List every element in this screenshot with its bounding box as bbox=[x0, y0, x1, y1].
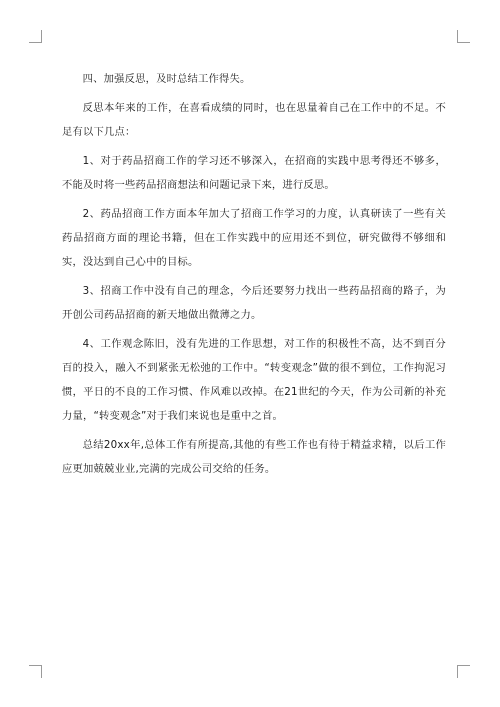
paragraph-intro: 反思本年来的工作，在喜看成绩的同时，也在思量着自己在工作中的不足。不足有以下几点： bbox=[62, 101, 446, 138]
paragraph-point-3: 3、招商工作中没有自己的理念，今后还要努力找出一些药品招商的路子，为开创公司药品招商的新天地做出微薄之力。 bbox=[62, 284, 446, 321]
crop-mark-top-right bbox=[457, 30, 470, 43]
paragraph-summary: 总结20xx年,总体工作有所提高,其他的有些工作也有待于精益求精，以后工作应更加兢兢业业,完满的完成公司交给的任务。 bbox=[62, 438, 446, 476]
section-heading: 四、加强反思，及时总结工作得失。 bbox=[82, 73, 251, 85]
paragraph-point-2: 2、药品招商工作方面本年加大了招商工作学习的力度，认真研读了一些有关药品招商方面的理论书籍，但在工作实践中的应用还不到位，研究做得不够细和实，没达到自己心中的目标。 bbox=[62, 207, 446, 268]
paragraph-point-4: 4、工作观念陈旧，没有先进的工作思想，对工作的积极性不高，达不到百分百的投入，融入不到紧张无松弛的工作中。“转变观念”做的很不到位，工作拘泥习惯，平日的不良的工作习惯、作风难以改掉。在21世纪的今天，作为公司新的补充力量，“转变观念”对于我们来说也是重中之首。 bbox=[62, 337, 446, 423]
crop-mark-bottom-left bbox=[29, 665, 42, 678]
document-body bbox=[62, 67, 446, 486]
crop-mark-top-left bbox=[29, 30, 42, 43]
crop-mark-bottom-right bbox=[457, 665, 470, 678]
paragraph-point-1: 1、对于药品招商工作的学习还不够深入，在招商的实践中思考得还不够多，不能及时将一些药品招商想法和问题记录下来，进行反思。 bbox=[62, 154, 446, 191]
